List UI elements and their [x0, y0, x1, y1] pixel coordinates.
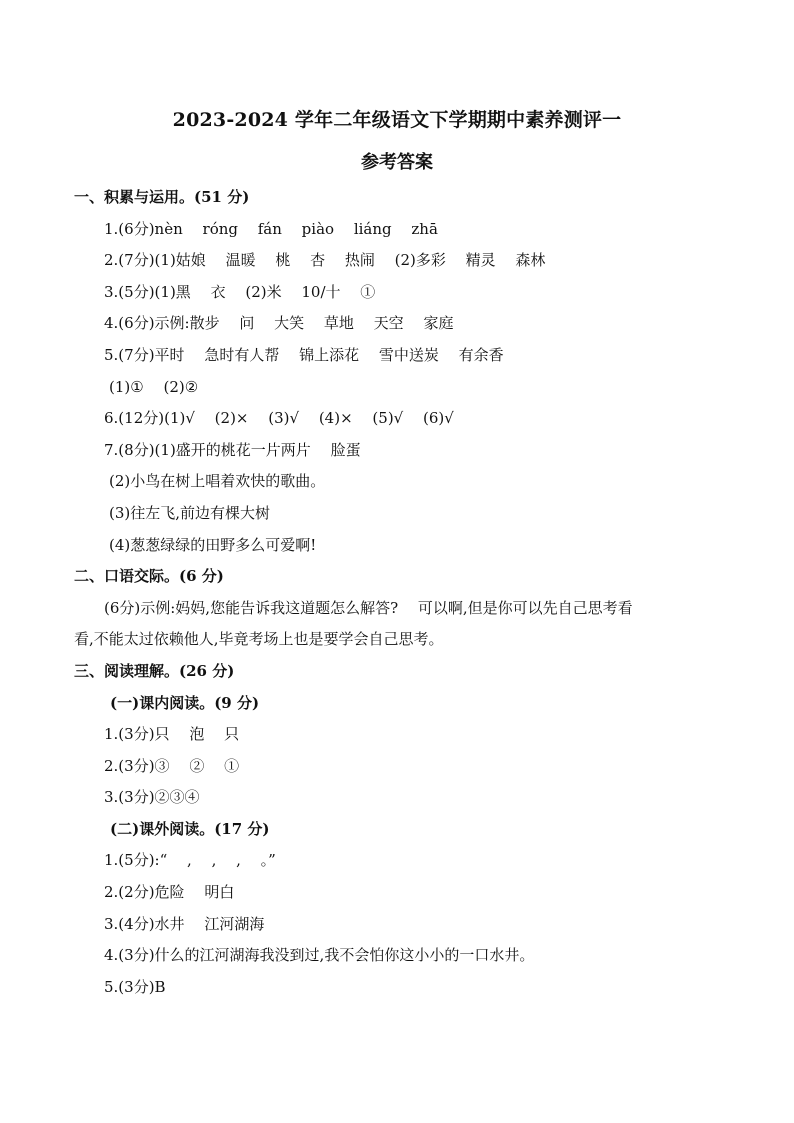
answer-item: 1.(6分)nèn róng fán piào liáng zhā — [104, 219, 438, 238]
answer-item: 1.(5分):“ , , , 。” — [104, 851, 276, 870]
answer-item: (3)往左飞,前边有棵大树 — [109, 503, 271, 522]
section-heading: 三、阅读理解。(26 分) — [74, 661, 235, 680]
section-heading: 二、口语交际。(6 分) — [74, 567, 224, 586]
answer-item: (4)葱葱绿绿的田野多么可爱啊! — [109, 535, 317, 554]
answer-item: 3.(5分)(1)黑 衣 (2)米 10/十 ① — [104, 282, 376, 301]
page-title: 2023-2024 学年二年级语文下学期期中素养测评一 — [172, 109, 622, 131]
answer-item: 3.(4分)水井 江河湖海 — [104, 914, 265, 933]
answer-content — [74, 182, 724, 1003]
answer-paragraph: (6分)示例:妈妈,您能告诉我这道题怎么解答? 可以啊,但是你可以先自己思考看 — [104, 598, 633, 617]
answer-item: 2.(7分)(1)姑娘 温暖 桃 杏 热闹 (2)多彩 精灵 森林 — [104, 251, 546, 270]
answer-item: 4.(6分)示例:散步 问 大笑 草地 天空 家庭 — [104, 314, 454, 333]
answer-item: 6.(12分)(1)√ (2)× (3)√ (4)× (5)√ (6)√ — [104, 409, 454, 428]
answer-item: (1)① (2)② — [109, 377, 199, 396]
answer-item: 3.(3分)②③④ — [104, 788, 200, 807]
answer-item: 5.(3分)B — [104, 977, 166, 996]
answer-item: 7.(8分)(1)盛开的桃花一片两片 脸蛋 — [104, 440, 361, 459]
section-heading: 一、积累与运用。(51 分) — [74, 188, 250, 206]
answer-item: (2)小鸟在树上唱着欢快的歌曲。 — [109, 472, 326, 491]
answer-item: 4.(3分)什么的江河湖海我没到过,我不会怕你这小小的一口水井。 — [104, 946, 535, 965]
answer-item: 2.(2分)危险 明白 — [104, 883, 235, 902]
answer-item: 5.(7分)平时 急时有人帮 锦上添花 雪中送炭 有余香 — [104, 345, 504, 364]
page-subtitle: 参考答案 — [361, 152, 433, 173]
answer-item: 2.(3分)③ ② ① — [104, 756, 240, 775]
answer-paragraph: 看,不能太过依赖他人,毕竟考场上也是要学会自己思考。 — [74, 630, 444, 649]
subsection-heading: (二)课外阅读。(17 分) — [110, 819, 270, 838]
answer-item: 1.(3分)只 泡 只 — [104, 725, 240, 744]
subsection-heading: (一)课内阅读。(9 分) — [110, 693, 260, 712]
